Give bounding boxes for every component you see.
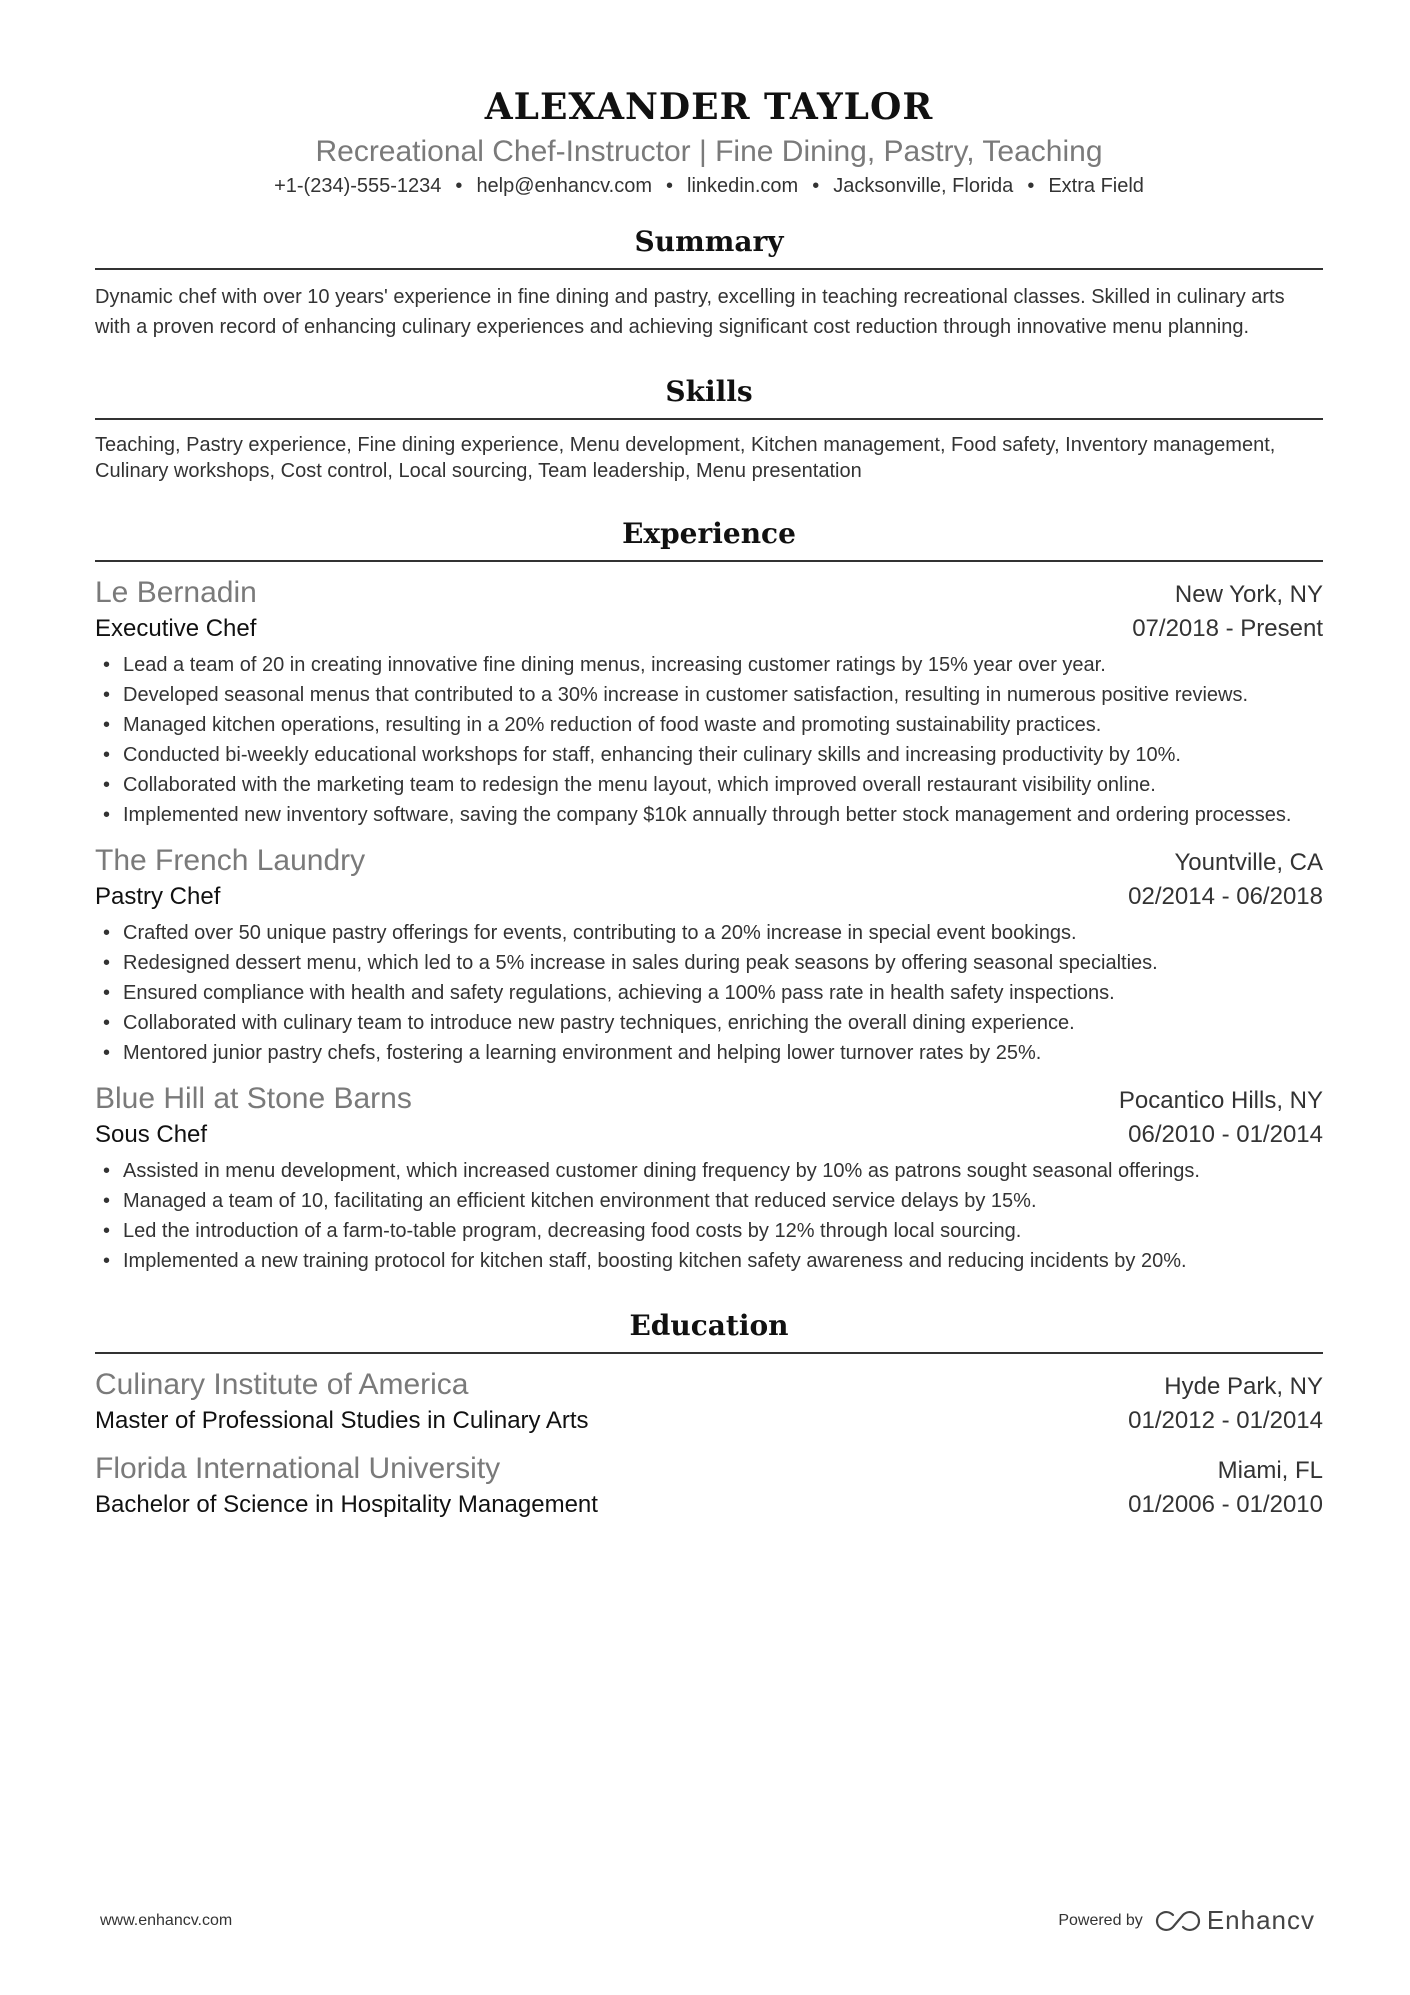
job-dates: 07/2018 - Present: [1132, 615, 1323, 642]
degree-name: Master of Professional Studies in Culinary Arts: [95, 1407, 589, 1434]
achievement-list: [95, 918, 1323, 1068]
summary-section: [95, 222, 1323, 342]
degree-dates: 01/2006 - 01/2010: [1128, 1491, 1323, 1518]
experience-entry: [95, 574, 1323, 830]
page-footer: [100, 1905, 1315, 1936]
candidate-name: ALEXANDER TAYLOR: [484, 86, 934, 128]
entry-role-row: [95, 880, 1323, 914]
institution-location: Miami, FL: [1217, 1457, 1323, 1484]
achievement-list: [95, 1156, 1323, 1276]
achievement-item: • Collaborated with the marketing team to redesign the menu layout, which improved overall restaurant visibility online.: [95, 770, 1323, 800]
section-title-skills: Skills: [95, 372, 1323, 420]
degree-dates: 01/2012 - 01/2014: [1128, 1407, 1323, 1434]
achievement-item: • Conducted bi-weekly educational workshops for staff, enhancing their culinary skills and increasing productivity by 10%.: [95, 740, 1323, 770]
enhancv-brand-name: Enhancv: [1206, 1905, 1315, 1935]
achievement-item: • Redesigned dessert menu, which led to a 5% increase in sales during peak seasons by offering seasonal specialties.: [95, 948, 1323, 978]
education-section: [95, 1306, 1323, 1522]
entry-org-row: [95, 574, 1323, 612]
resume-page: [95, 82, 1323, 1522]
contact-line: [95, 172, 1323, 200]
job-title: Executive Chef: [95, 615, 257, 642]
job-title: Pastry Chef: [95, 883, 221, 910]
entry-role-row: [95, 1118, 1323, 1152]
section-title-summary: Summary: [95, 222, 1323, 270]
achievement-item: • Implemented a new training protocol for kitchen staff, boosting kitchen safety awareness and reducing incidents by 20%.: [95, 1246, 1323, 1276]
experience-section: [95, 514, 1323, 1276]
achievement-item: • Developed seasonal menus that contributed to a 30% increase in customer satisfaction, resulting in numerous positive reviews.: [95, 680, 1323, 710]
employer-location: New York, NY: [1174, 581, 1323, 608]
achievement-item: • Implemented new inventory software, saving the company $10k annually through better stock management and ordering processes.: [95, 800, 1323, 830]
achievement-item: • Collaborated with culinary team to introduce new pastry techniques, enriching the overall dining experience.: [95, 1008, 1323, 1038]
skills-text: Teaching, Pastry experience, Fine dining experience, Menu development, Kitchen management, Food safety, Inventory management, Culinary workshops, Cost control, Local sourcing, Team leadership, Menu presentation: [95, 434, 1276, 482]
achievement-item: • Assisted in menu development, which increased customer dining frequency by 10% as patrons sought seasonal offerings.: [95, 1156, 1323, 1186]
section-title-education: Education: [95, 1306, 1323, 1354]
contact-separator: •: [812, 175, 820, 197]
entry-org-row: [95, 1080, 1323, 1118]
job-dates: 02/2014 - 06/2018: [1128, 883, 1323, 910]
institution-name: Florida International University: [95, 1452, 501, 1485]
institution-location: Hyde Park, NY: [1164, 1373, 1323, 1400]
employer-name: The French Laundry: [95, 844, 366, 877]
achievement-item: • Crafted over 50 unique pastry offerings for events, contributing to a 20% increase in special event bookings.: [95, 918, 1323, 948]
enhancv-logo-icon: [1155, 1909, 1201, 1933]
achievement-item: • Managed a team of 10, facilitating an efficient kitchen environment that reduced service delays by 15%.: [95, 1186, 1323, 1216]
entry-org-row: [95, 842, 1323, 880]
enhancv-brand[interactable]: [1155, 1905, 1315, 1936]
contact-separator: •: [666, 175, 674, 197]
summary-text: Dynamic chef with over 10 years' experience in fine dining and pastry, excelling in teaching recreational classes. Skilled in culinary arts with a proven record of enhancing culinary experiences and achieving significant cost reduction through innovative menu planning.: [95, 286, 1285, 338]
experience-entry: [95, 842, 1323, 1068]
contact-email[interactable]: help@enhancv.com: [476, 175, 653, 197]
resume-header: [95, 82, 1323, 200]
employer-name: Le Bernadin: [95, 576, 257, 609]
education-entry: [95, 1450, 1323, 1522]
achievement-item: • Managed kitchen operations, resulting in a 20% reduction of food waste and promoting sustainability practices.: [95, 710, 1323, 740]
contact-separator: •: [1027, 175, 1035, 197]
experience-entry: [95, 1080, 1323, 1276]
powered-by-label: Powered by: [1058, 1911, 1143, 1929]
contact-linkedin[interactable]: linkedin.com: [687, 175, 799, 197]
achievement-item: • Ensured compliance with health and safety regulations, achieving a 100% pass rate in health safety inspections.: [95, 978, 1323, 1008]
achievement-list: [95, 650, 1323, 830]
entry-degree-row: [95, 1404, 1323, 1438]
entry-role-row: [95, 612, 1323, 646]
employer-location: Pocantico Hills, NY: [1118, 1087, 1323, 1114]
candidate-headline: Recreational Chef-Instructor | Fine Dining, Pastry, Teaching: [315, 135, 1103, 168]
achievement-item: • Mentored junior pastry chefs, fostering a learning environment and helping lower turnover rates by 25%.: [95, 1038, 1323, 1068]
achievement-item: • Lead a team of 20 in creating innovative fine dining menus, increasing customer ratings by 15% year over year.: [95, 650, 1323, 680]
contact-location: Jacksonville, Florida: [833, 175, 1014, 197]
employer-location: Yountville, CA: [1174, 849, 1323, 876]
footer-website-link[interactable]: www.enhancv.com: [100, 1911, 233, 1929]
job-dates: 06/2010 - 01/2014: [1128, 1121, 1323, 1148]
entry-degree-row: [95, 1488, 1323, 1522]
skills-section: [95, 372, 1323, 484]
achievement-item: • Led the introduction of a farm-to-table program, decreasing food costs by 12% through local sourcing.: [95, 1216, 1323, 1246]
employer-name: Blue Hill at Stone Barns: [95, 1082, 412, 1115]
contact-phone: +1-(234)-555-1234: [274, 175, 442, 197]
section-title-experience: Experience: [95, 514, 1323, 562]
entry-org-row: [95, 1366, 1323, 1404]
job-title: Sous Chef: [95, 1121, 208, 1148]
contact-extra-field: Extra Field: [1048, 175, 1144, 197]
degree-name: Bachelor of Science in Hospitality Management: [95, 1491, 598, 1518]
contact-separator: •: [455, 175, 463, 197]
institution-name: Culinary Institute of America: [95, 1368, 469, 1401]
entry-org-row: [95, 1450, 1323, 1488]
education-entry: [95, 1366, 1323, 1438]
powered-by: [1058, 1905, 1315, 1936]
